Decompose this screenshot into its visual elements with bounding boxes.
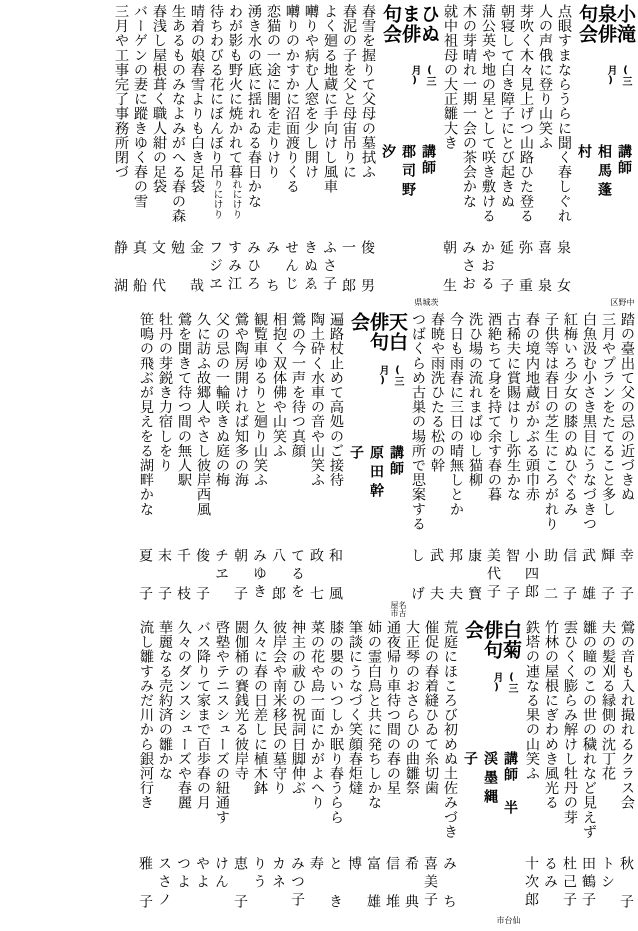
haiku-author: つよ <box>175 856 191 892</box>
entry-list-tenpaku-upper <box>406 312 634 618</box>
haiku-text: 相抱く双体佛や山笑ふ <box>271 312 287 458</box>
haiku-entry <box>400 620 419 928</box>
haiku-entry <box>577 312 596 618</box>
teacher-label: 講師 <box>616 143 632 176</box>
haiku-text: 大正琴のおさらひの曲雛祭 <box>404 620 420 796</box>
haiku-entry <box>223 4 242 310</box>
haiku-author: ふさ子 <box>321 240 337 294</box>
haiku-entry <box>514 4 533 310</box>
haiku-entry <box>299 4 318 310</box>
club-heading-hinuma <box>377 4 438 310</box>
haiku-text: 鶯の今一声を待つ真顔 <box>290 312 306 458</box>
haiku-text: 雲ひくく膨らみ解けし牡丹の芽 <box>562 620 578 825</box>
haiku-text: 啓塾やテニスシューズの紐通す <box>214 620 230 825</box>
haiku-entry <box>495 4 514 310</box>
haiku-entry <box>134 620 153 928</box>
haiku-entry <box>324 620 343 928</box>
haiku-entry <box>153 620 172 928</box>
haiku-text: 白魚汲む小さき黒目にうなづきつ <box>581 312 597 531</box>
haiku-author: 希 典 <box>403 856 419 912</box>
haiku-text: 今日も雨春に三日の晴無しとか <box>448 312 464 517</box>
haiku-entry <box>172 620 191 928</box>
haiku-entry <box>191 620 210 928</box>
haiku-text: 鶯を聞きて待つ間の無人駅 <box>176 312 192 488</box>
haiku-author: 秋 子 <box>618 856 634 912</box>
haiku-entry <box>261 4 280 310</box>
haiku-author: 政 七 <box>308 548 324 604</box>
haiku-author: 雅 子 <box>137 856 153 912</box>
haiku-entry <box>558 312 577 618</box>
haiku-entry <box>520 312 539 618</box>
haiku-text: 菜の花や島一面にかがよへり <box>309 620 325 810</box>
haiku-author: 幸 子 <box>618 548 634 604</box>
haiku-text: 牡丹の芽鋭き力宿しをり <box>157 312 173 473</box>
haiku-text: 膝の嬰のいつしか眠り春うらら <box>328 620 344 825</box>
haiku-text: 湧き水の底に揺れゐる春日かな <box>246 4 262 209</box>
haiku-author: 田鶴子 <box>580 856 596 910</box>
haiku-author: 真 船 <box>131 240 147 296</box>
haiku-text: 人の声俄に登り山笑ふ <box>537 4 553 150</box>
club-heading-shiragiku <box>459 620 520 928</box>
haiku-text: 久に訪ふ故郷人やさし彼岸西風 <box>195 312 211 517</box>
teacher-name: 郡司野汐 <box>380 143 416 201</box>
haiku-author: 智 子 <box>504 548 520 604</box>
haiku-author: 美代子 <box>485 548 501 602</box>
haiku-author: フジヱ <box>207 240 223 294</box>
club-region: 仙台市 <box>496 915 521 924</box>
haiku-text: バーゲンの妻に蹤きゆく春の雪 <box>132 4 148 209</box>
band-bottom <box>0 620 638 928</box>
haiku-entry <box>476 4 495 310</box>
haiku-text: 笹鳴の飛ぶが見えをる湖畔かな <box>138 312 154 517</box>
entry-list-shiragiku-lower <box>134 620 457 928</box>
haiku-text: 囀りのかすかに沼面渡りくる <box>284 4 300 194</box>
haiku-entry <box>615 620 634 928</box>
haiku-text: 鉄塔の連なる果の山笑ふ <box>524 620 540 781</box>
haiku-text: 踏の臺出て父の忌の近づきぬ <box>619 312 635 502</box>
haiku-author: 康 寳 <box>466 548 482 604</box>
haiku-text: 久々に春の日差しに植木鉢 <box>252 620 268 796</box>
teacher-label: 講師 <box>388 444 404 477</box>
haiku-author: 泉 女 <box>555 240 571 296</box>
haiku-entry <box>172 312 191 618</box>
haiku-text: 鶯や陶房開ければ知多の海 <box>233 312 249 488</box>
haiku-text: 待ちわびる花にぼんぼり吊りにけり <box>208 4 224 220</box>
haiku-author: 静 湖 <box>112 240 128 296</box>
haiku-entry <box>305 312 324 618</box>
club-title: ひぬま俳句会 <box>380 4 440 44</box>
club-title: 白菊俳句会 <box>462 620 522 660</box>
haiku-text: 雛の瞳のこの世の穢れなど見えず <box>581 620 597 839</box>
haiku-text: 夫の髪刈る縁側の沈丁花 <box>600 620 616 781</box>
club-block-tenpaku <box>134 312 634 618</box>
haiku-text: 木の芽晴れ一期一会の茶会かな <box>461 4 477 209</box>
haiku-entry <box>109 4 128 310</box>
haiku-author: 勉 <box>169 240 185 258</box>
haiku-text: 芽吹く木々見上げつ山路ひた登る <box>518 4 534 223</box>
haiku-entry <box>596 312 615 618</box>
club-teacher <box>346 445 406 510</box>
haiku-entry <box>419 620 438 928</box>
haiku-author: みひろ <box>245 240 261 294</box>
club-teacher <box>574 144 634 206</box>
haiku-text: 陶土砕く水車の音や山笑ふ <box>309 312 325 488</box>
haiku-author: 喜美子 <box>422 856 438 910</box>
haiku-entry <box>267 620 286 928</box>
haiku-author: 信 堆 <box>384 856 400 912</box>
haiku-author: し げ <box>409 548 425 604</box>
haiku-entry <box>577 620 596 928</box>
haiku-author: 俊 子 <box>194 548 210 604</box>
haiku-author: スさノ <box>156 856 172 910</box>
club-block-hinuma <box>109 4 438 310</box>
haiku-text: 古稀夫に賞賜はりし弥生かな <box>505 312 521 502</box>
haiku-author: やよ <box>194 856 210 892</box>
club-month: (三月) <box>491 671 517 693</box>
haiku-author: 朝 子 <box>232 548 248 604</box>
haiku-author: み ち <box>264 240 280 296</box>
haiku-entry <box>482 312 501 618</box>
entry-list-shiragiku-upper <box>520 620 634 928</box>
haiku-text: 晴着の娘春雪よりも白き足袋 <box>189 4 205 194</box>
haiku-entry <box>204 4 223 310</box>
haiku-author: 千 枝 <box>175 548 191 604</box>
haiku-author: トシ <box>599 856 615 892</box>
haiku-entry <box>406 312 425 618</box>
club-teacher <box>460 751 520 824</box>
haiku-author: 和 風 <box>327 548 343 604</box>
haiku-entry <box>362 620 381 928</box>
haiku-author: 博 <box>346 856 362 874</box>
haiku-entry <box>457 4 476 310</box>
haiku-text: 三月や工事完了事務所閉づ <box>113 4 129 180</box>
haiku-author: きぬゑ <box>302 240 318 294</box>
haiku-text: よく廻る地蔵に手向けし風車 <box>322 4 338 194</box>
haiku-text: つばくらめ古巣の場所で思案する <box>410 312 426 531</box>
haiku-text: 春雪を握りて父母の墓拭ふ <box>360 4 376 180</box>
haiku-author: チヱ <box>213 548 229 584</box>
haiku-entry <box>229 620 248 928</box>
club-title: 天白俳句会 <box>348 312 408 352</box>
haiku-text: 筆談にうなづく笑顔春炬燵 <box>347 620 363 796</box>
haiku-author: みつ子 <box>289 856 305 910</box>
entry-list-tenpaku-lower <box>134 312 343 618</box>
haiku-text: 点眼すまならうらに聞く春しぐれ <box>556 4 572 223</box>
haiku-entry <box>191 312 210 618</box>
club-region: 茨城県 <box>414 298 439 307</box>
club-month: (三月) <box>605 64 631 86</box>
haiku-text: 春の境内地蔵がかぶる頭巾赤 <box>524 312 540 502</box>
haiku-author: 弥 重 <box>517 240 533 296</box>
club-block-kotakiizumi <box>438 4 634 310</box>
haiku-entry <box>267 312 286 618</box>
haiku-author: 杜己子 <box>561 856 577 910</box>
haiku-entry <box>286 312 305 618</box>
haiku-author: 小四郎 <box>523 548 539 602</box>
haiku-entry <box>539 312 558 618</box>
haiku-author: 金 哉 <box>188 240 204 296</box>
haiku-entry <box>229 312 248 618</box>
band-middle <box>0 312 638 618</box>
haiku-entry <box>248 312 267 618</box>
haiku-text: 久々のダンスシューズや春麗 <box>176 620 192 810</box>
haiku-author: せんじ <box>283 240 299 294</box>
entry-list-kotakiizumi <box>438 4 571 310</box>
haiku-text: 三月やプランをたてること多し <box>600 312 616 517</box>
haiku-author: み ち <box>441 856 457 912</box>
haiku-text: 通夜帰り車待つ間の春の星 <box>385 620 401 796</box>
haiku-entry <box>324 312 343 618</box>
haiku-text: 蒲公英や地の星として咲き敷ける <box>480 4 496 223</box>
haiku-entry <box>533 4 552 310</box>
haiku-entry <box>444 312 463 618</box>
haiku-entry <box>520 620 539 928</box>
haiku-text: 流し雛すみだ川から銀河行き <box>138 620 154 810</box>
haiku-text: 彼岸会や南米移民の墓守り <box>271 620 287 796</box>
haiku-author: 末 子 <box>156 548 172 604</box>
haiku-author: 夏 子 <box>137 548 153 604</box>
haiku-entry <box>305 620 324 928</box>
haiku-author: 文 代 <box>150 240 166 296</box>
haiku-text: 囀りや病む人窓を少し開け <box>303 4 319 180</box>
haiku-entry <box>438 4 457 310</box>
club-month: (三月) <box>377 365 403 387</box>
haiku-entry <box>318 4 337 310</box>
haiku-text: バス降りて家まで百歩春の月 <box>195 620 211 810</box>
haiku-entry <box>210 620 229 928</box>
haiku-author: 一 郎 <box>340 240 356 296</box>
haiku-text: 荒庭にほころび初めぬ土佐みづき <box>442 620 458 839</box>
haiku-author: りう <box>251 856 267 892</box>
haiku-entry <box>286 620 305 928</box>
haiku-author: みゆき <box>251 548 267 602</box>
haiku-author: と き <box>327 856 343 912</box>
haiku-entry <box>210 312 229 618</box>
haiku-author: 延 子 <box>498 240 514 296</box>
haiku-text: 春浅し屋根葺く職人紺の足袋 <box>151 4 167 194</box>
haiku-author: るみ <box>542 856 558 892</box>
haiku-entry <box>134 312 153 618</box>
haiku-entry <box>381 620 400 928</box>
haiku-entry <box>280 4 299 310</box>
haiku-text: 神主の祓ひの祝詞日脚伸ぶ <box>290 620 306 796</box>
haiku-entry <box>147 4 166 310</box>
haiku-text: 洗ひ場の流れまばゆし猫柳 <box>467 312 483 488</box>
haiku-author: 寿 <box>308 856 324 874</box>
haiku-author: 邦 夫 <box>447 548 463 604</box>
haiku-text: 春暁や雨洗ひたる松の幹 <box>429 312 445 473</box>
haiku-text: 酒絶ちて身を持て余す春の暮 <box>486 312 502 502</box>
haiku-entry <box>128 4 147 310</box>
teacher-label: 講師 <box>420 143 436 176</box>
haiku-entry <box>343 620 362 928</box>
haiku-author: 武 雄 <box>580 548 596 604</box>
haiku-entry <box>425 312 444 618</box>
haiku-entry <box>596 620 615 928</box>
haiku-text: 華麗なる売約済の雛かな <box>157 620 173 781</box>
club-heading-tenpaku <box>345 312 406 618</box>
haiku-text: 竹林の屋根にぎわめき風光る <box>543 620 559 810</box>
teacher-name: 原田幹子 <box>348 444 384 502</box>
haiku-text: 生あるものみなよみがへる春の森 <box>170 4 186 223</box>
haiku-entry <box>615 312 634 618</box>
teacher-label: 講師 <box>502 750 518 783</box>
haiku-author: 恵 子 <box>232 856 248 912</box>
haiku-author: 輝 子 <box>599 548 615 604</box>
teacher-name: 半渓墨縄子 <box>462 750 518 819</box>
haiku-text: 朝寝して白き障子にとび起きぬ <box>499 4 515 209</box>
haiku-entry <box>558 620 577 928</box>
haiku-text: 紅梅いろ少女の膝のぬひぐるみ <box>562 312 578 517</box>
haiku-author: てるを <box>289 548 305 602</box>
haiku-author: かおる <box>479 240 495 294</box>
haiku-text: わが影も野火に焼かれて暮れにけり <box>227 4 243 220</box>
haiku-text: 催促の春着縫ひゐて糸切歯 <box>423 620 439 796</box>
haiku-author: 朝 生 <box>441 240 457 296</box>
haiku-text: 春泥の子を父と母宙吊りに <box>341 4 357 180</box>
haiku-text: 鶯の音も入れ撮れるクラス会 <box>619 620 635 810</box>
haiku-entry <box>356 4 375 310</box>
haiku-text: 就中祖母の大正雛大き <box>442 4 458 150</box>
club-region: 中野区 <box>610 298 635 307</box>
haiku-entry <box>248 620 267 928</box>
club-month: (三月) <box>409 64 435 86</box>
club-teacher <box>378 144 438 206</box>
haiku-entry <box>438 620 457 928</box>
haiku-text: 観覧車ゆるりと廻り山笑ふ <box>252 312 268 488</box>
haiku-text: 姉の霊白鳥と共に発ちしかな <box>366 620 382 810</box>
haiku-entry <box>242 4 261 310</box>
haiku-entry <box>539 620 558 928</box>
haiku-entry <box>166 4 185 310</box>
haiku-author: みさお <box>460 240 476 294</box>
haiku-author: すみ江 <box>226 240 242 294</box>
haiku-author: 信 子 <box>561 548 577 604</box>
haiku-entry <box>185 4 204 310</box>
haiku-author: 武 夫 <box>428 548 444 604</box>
haiku-text: 恋猫の一途に闇を走りけり <box>265 4 281 180</box>
haiku-entry <box>501 312 520 618</box>
haiku-author: 助 二 <box>542 548 558 604</box>
haiku-text: 父の忌の一輪咲きぬ庭の梅 <box>214 312 230 488</box>
entry-list-hinuma <box>109 4 375 310</box>
haiku-author: 富 雄 <box>365 856 381 912</box>
club-region: 名古屋市 <box>390 601 407 618</box>
haiku-author: 喜 泉 <box>536 240 552 296</box>
haiku-entry <box>552 4 571 310</box>
haiku-author: 八 郎 <box>270 548 286 604</box>
haiku-entry <box>463 312 482 618</box>
club-block-shiragiku <box>134 620 634 928</box>
club-heading-kotakiizumi <box>573 4 634 310</box>
haiku-author: 俊 男 <box>359 240 375 296</box>
haiku-author: 十次郎 <box>523 856 539 910</box>
haiku-entry <box>153 312 172 618</box>
haiku-text: 子供等は春日の芝生にころがれり <box>543 312 559 531</box>
haiku-author: カネ <box>270 856 286 892</box>
club-title: 小滝泉俳句会 <box>576 4 636 44</box>
haiku-text: 閼伽桶の賽銭光る彼岸寺 <box>233 620 249 781</box>
haiku-text: 遍路杖止めて高処のご接待 <box>328 312 344 488</box>
teacher-name: 相馬蓬村 <box>576 143 612 201</box>
band-top <box>0 4 638 310</box>
haiku-author: けん <box>213 856 229 892</box>
haiku-entry <box>337 4 356 310</box>
